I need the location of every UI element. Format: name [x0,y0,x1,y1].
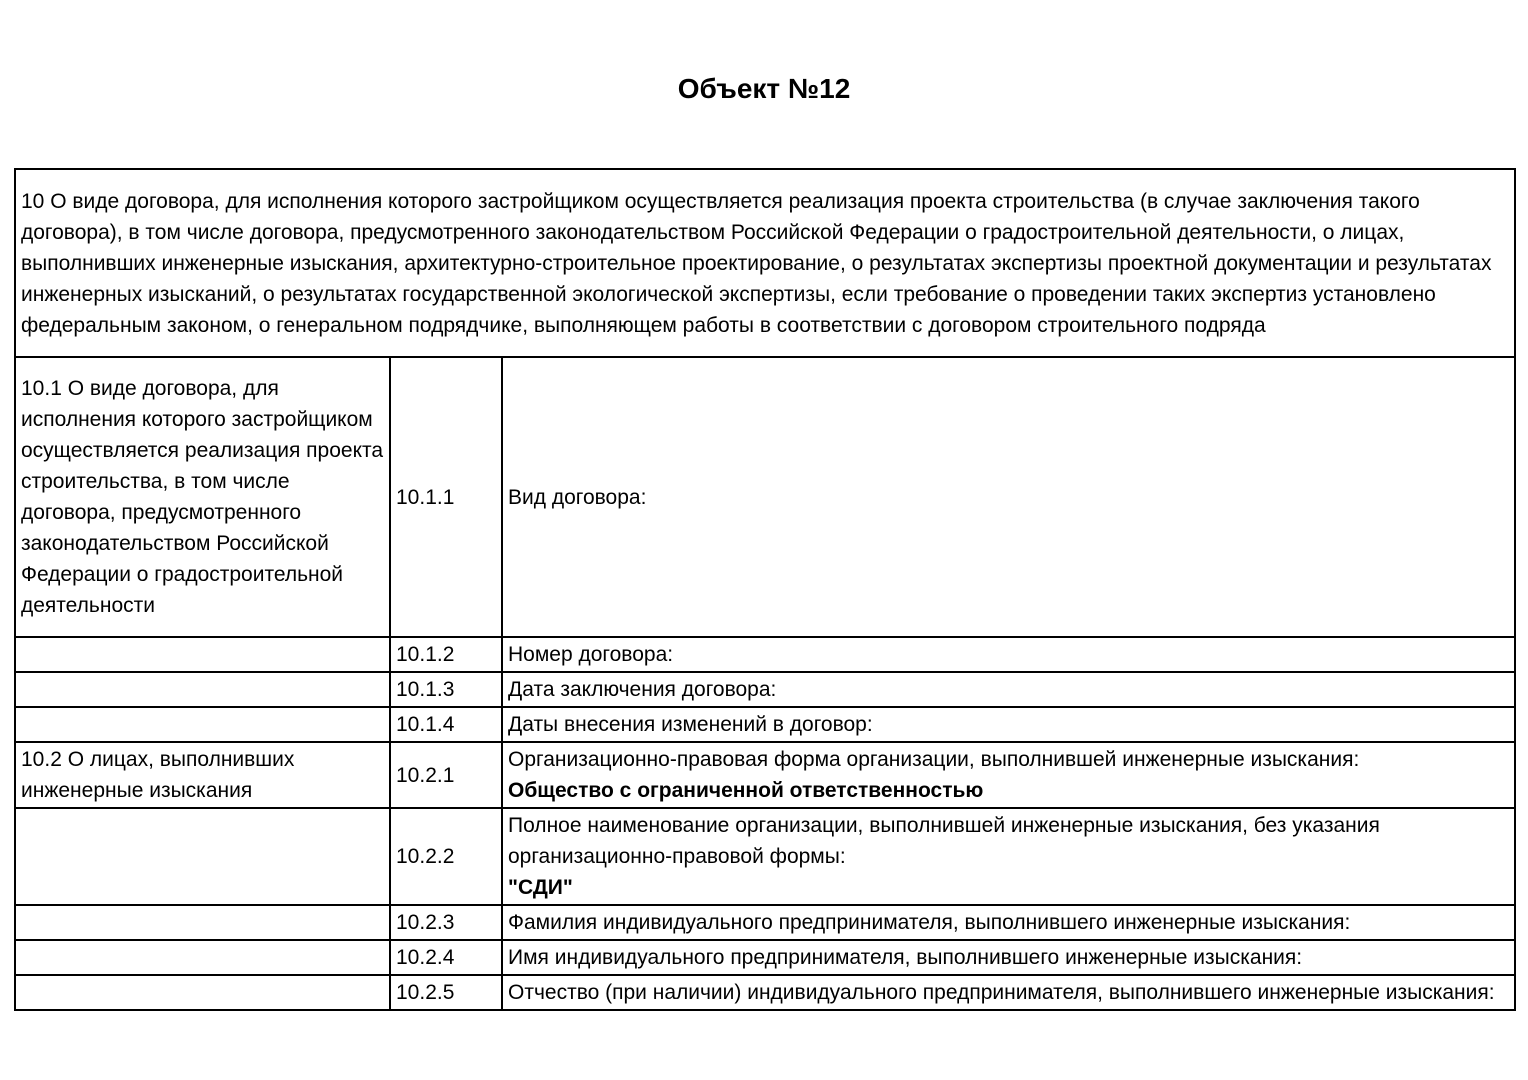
row-label: Имя индивидуального предпринимателя, выполнившего инженерные изыскания: [508,946,1303,969]
row-section-label [15,672,390,707]
row-number-text: 10.2.2 [396,845,455,868]
row-number-text: 10.1.2 [396,643,455,666]
row-section-label [15,707,390,742]
row-content [502,637,1515,672]
page-title: Объект №12 [677,73,851,104]
row-content [502,940,1515,975]
section-10-header: 10 О виде договора, для исполнения которого застройщиком осуществляется реализация проекта строительства (в случае заключения такого договора), в том числе договора, предусмотренного законодательством Российской Федерации о градостроительной деятельности, о лицах, выполнивших инженерные изыскания, архитектурно-строительное проектирование, о результатах экспертизы проектной документации и результатах инженерных изысканий, о результатах государственной экологической экспертизы, если требование о проведении таких экспертиз установлено федеральным законом, о генеральном подрядчике, выполняющем работы в соответствии с договором строительного подряда [15,169,1515,357]
row-value: Общество с ограниченной ответственностью [508,779,984,802]
table-row [15,672,1515,707]
row-number [390,357,502,637]
row-number [390,742,502,808]
row-content [502,357,1515,637]
row-number-text: 10.2.1 [396,763,455,787]
row-number-text: 10.1.1 [396,485,455,509]
table-row [15,637,1515,672]
row-label: Полное наименование организации, выполнившей инженерные изыскания, без указания организационно-правовой формы: [508,814,1380,868]
table-body [15,169,1515,1010]
table-row [15,742,1515,808]
row-label: Организационно-правовая форма организации, выполнившей инженерные изыскания: [508,748,1360,771]
row-number-text: 10.2.3 [396,911,455,934]
table-row [15,707,1515,742]
row-section-label [15,940,390,975]
row-section-label-text: 10.1 О виде договора, для исполнения которого застройщиком осуществляется реализация проекта строительства, в том числе договора, предусмотренного законодательством Российской Федерации о градостроительной деятельности [21,377,384,617]
row-section-label [15,742,390,808]
row-label: Отчество (при наличии) индивидуального предпринимателя, выполнившего инженерные изыскания: [508,981,1495,1004]
row-content [502,672,1515,707]
row-section-label [15,905,390,940]
table-row [15,940,1515,975]
row-number [390,905,502,940]
row-label: Номер договора: [508,643,674,666]
row-label: Фамилия индивидуального предпринимателя, выполнившего инженерные изыскания: [508,911,1351,934]
row-section-label [15,808,390,905]
row-section-label [15,637,390,672]
row-content [502,905,1515,940]
table-row [15,975,1515,1010]
row-value: "СДИ" [508,876,573,899]
row-content [502,742,1515,808]
row-number-text: 10.2.5 [396,981,455,1004]
row-label: Дата заключения договора: [508,678,777,701]
row-number [390,672,502,707]
row-number-text: 10.1.3 [396,678,455,701]
row-number [390,637,502,672]
declaration-table [14,168,1516,1011]
row-number-text: 10.1.4 [396,713,455,736]
row-label: Даты внесения изменений в договор: [508,713,873,736]
row-section-label-text: 10.2 О лицах, выполнивших инженерные изыскания [21,748,295,802]
row-number [390,707,502,742]
table-row [15,808,1515,905]
row-number-text: 10.2.4 [396,946,455,969]
row-section-label [15,357,390,637]
row-number [390,808,502,905]
row-number [390,975,502,1010]
table-row [15,357,1515,637]
row-content [502,808,1515,905]
table-row [15,905,1515,940]
row-content [502,975,1515,1010]
row-number [390,940,502,975]
row-label: Вид договора: [508,485,647,509]
section-header-row [15,169,1515,357]
row-content [502,707,1515,742]
row-section-label [15,975,390,1010]
